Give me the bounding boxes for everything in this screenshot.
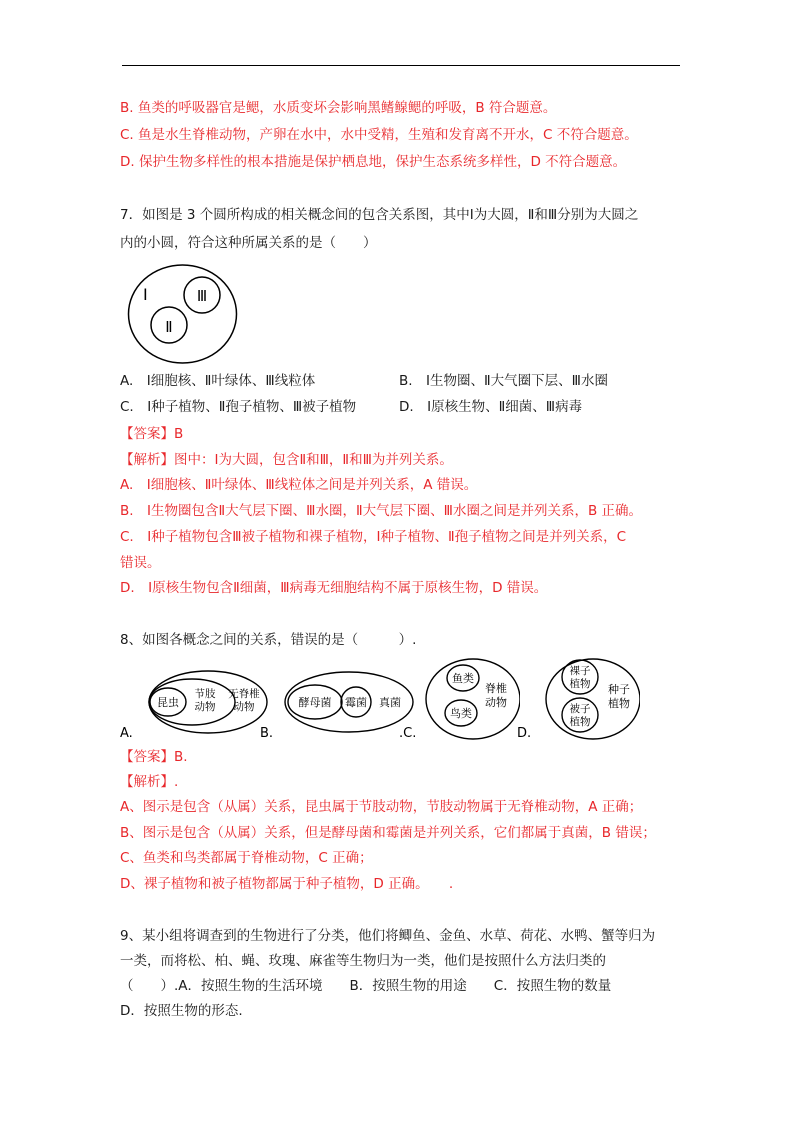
q7-option-c: C. Ⅰ种子植物、Ⅱ孢子植物、Ⅲ被子植物	[120, 399, 357, 415]
q8-fig-a-t2a: 节肢	[194, 688, 216, 700]
q9-option-d: D．按照生物的形态.	[120, 1003, 243, 1019]
q8-fig-d-label: D.	[517, 726, 532, 741]
q9-stem-line1: 9、某小组将调查到的生物进行了分类，他们将鲫鱼、金鱼、水草、荷花、水鸭、蟹等归为	[120, 928, 656, 944]
q7-option-d: D. Ⅰ原核生物、Ⅱ细菌、Ⅲ病毒	[399, 399, 583, 415]
q8-fig-d-t1b: 植物	[569, 678, 591, 690]
q8-stem: 8、如图各概念之间的关系，错误的是（ ）.	[120, 632, 417, 648]
q8-fig-a-t2b: 动物	[194, 701, 216, 713]
q8-fig-d-t3b: 植物	[608, 697, 630, 710]
q7-answer: 【答案】B	[120, 426, 184, 442]
q7-explain-a: A. Ⅰ细胞核、Ⅱ叶绿体、Ⅲ线粒体之间是并列关系，A 错误。	[120, 477, 478, 493]
q8-fig-d-t2b: 植物	[569, 716, 591, 728]
q8-fig-b-label: B.	[260, 726, 274, 741]
header-rule	[122, 65, 680, 66]
q8-explain-b: B、图示是包含（从属）关系，但是酵母菌和霉菌是并列关系，它们都属于真菌，B 错误；	[120, 825, 656, 841]
q8-fig-c-t3a: 脊椎	[485, 682, 507, 695]
prev-explain-d: D. 保护生物多样性的根本措施是保护栖息地，保护生态系统多样性，D 不符合题意。	[120, 154, 627, 170]
prev-explain-b: B. 鱼类的呼吸器官是鳃，水质变坏会影响黑鳍鳈鳃的呼吸，B 符合题意。	[120, 100, 557, 116]
q8-fig-c-label: .C.	[399, 726, 417, 741]
q8-fig-b-t2: 霉菌	[345, 696, 367, 709]
q8-fig-d-t3a: 种子	[608, 683, 630, 696]
q8-fig-d-t2a: 被子	[569, 703, 591, 715]
q7-label-big: Ⅰ	[143, 285, 148, 304]
q7-explain-d: D. Ⅰ原核生物包含Ⅱ细菌，Ⅲ病毒无细胞结构不属于原核生物，D 错误。	[120, 580, 548, 596]
q7-explain-c-line1: C. Ⅰ种子植物包含Ⅲ被子植物和裸子植物，Ⅰ种子植物、Ⅱ孢子植物之间是并列关系，C	[120, 529, 627, 545]
q8-fig-d-t1a: 裸子	[569, 665, 591, 677]
q8-fig-a-t1: 昆虫	[157, 696, 179, 709]
q8-fig-a-label: A.	[120, 726, 133, 741]
q7-explain-b: B. Ⅰ生物圈包含Ⅱ大气层下圈、Ⅲ水圈，Ⅱ大气层下圈、Ⅲ水圈之间是并列关系，B 正确。	[120, 503, 642, 519]
q7-option-a: A. Ⅰ细胞核、Ⅱ叶绿体、Ⅲ线粒体	[120, 373, 316, 389]
q8-explain-c: C、鱼类和鸟类都属于脊椎动物，C 正确；	[120, 850, 373, 866]
prev-explain-c: C. 鱼是水生脊椎动物，产卵在水中，水中受精，生殖和发育离不开水，C 不符合题意。	[120, 127, 638, 143]
q8-fig-b-t1: 酵母菌	[298, 696, 332, 709]
q8-answer: 【答案】B.	[120, 749, 188, 765]
q8-figure-a	[120, 665, 270, 745]
q7-stem-line1: 7．如图是 3 个圆所构成的相关概念间的包含关系图，其中Ⅰ为大圆，Ⅱ和Ⅲ分别为大圆之	[120, 207, 639, 223]
q9-stem-line2: 一类，而将松、柏、蝇、玫瑰、麻雀等生物归为一类，他们是按照什么方法归类的	[120, 953, 606, 969]
q7-option-b: B. Ⅰ生物圈、Ⅱ大气圈下层、Ⅲ水圈	[399, 373, 608, 389]
q8-explain-a: A、图示是包含（从属）关系，昆虫属于节肢动物，节肢动物属于无脊椎动物，A 正确；	[120, 799, 643, 815]
q8-fig-c-t3b: 动物	[485, 696, 507, 709]
q7-analysis: 【解析】图中：Ⅰ为大圆，包含Ⅱ和Ⅲ，Ⅱ和Ⅲ为并列关系。	[120, 452, 453, 468]
q8-figure-d	[515, 655, 640, 747]
q9-options-line: （ ）.A．按照生物的生活环境 B．按照生物的用途 C．按照生物的数量	[120, 978, 612, 994]
q8-fig-c-t2: 鸟类	[450, 707, 472, 720]
q8-analysis: 【解析】.	[120, 774, 179, 790]
q7-stem-line2: 内的小圆，符合这种所属关系的是（ ）	[120, 235, 377, 251]
q8-fig-a-t3a: 无脊椎	[228, 688, 260, 700]
q8-fig-b-t3: 真菌	[379, 696, 401, 709]
q7-explain-c-line2: 错误。	[120, 555, 161, 571]
q8-explain-d: D、裸子植物和被子植物都属于种子植物，D 正确。 .	[120, 876, 454, 892]
q7-label-3: Ⅲ	[196, 287, 208, 305]
q7-venn-figure	[125, 262, 240, 366]
q8-figure-c	[395, 655, 520, 747]
q7-label-2: Ⅱ	[165, 318, 173, 336]
q8-fig-c-t1: 鱼类	[452, 672, 474, 685]
q8-fig-a-t3b: 动物	[233, 701, 255, 713]
